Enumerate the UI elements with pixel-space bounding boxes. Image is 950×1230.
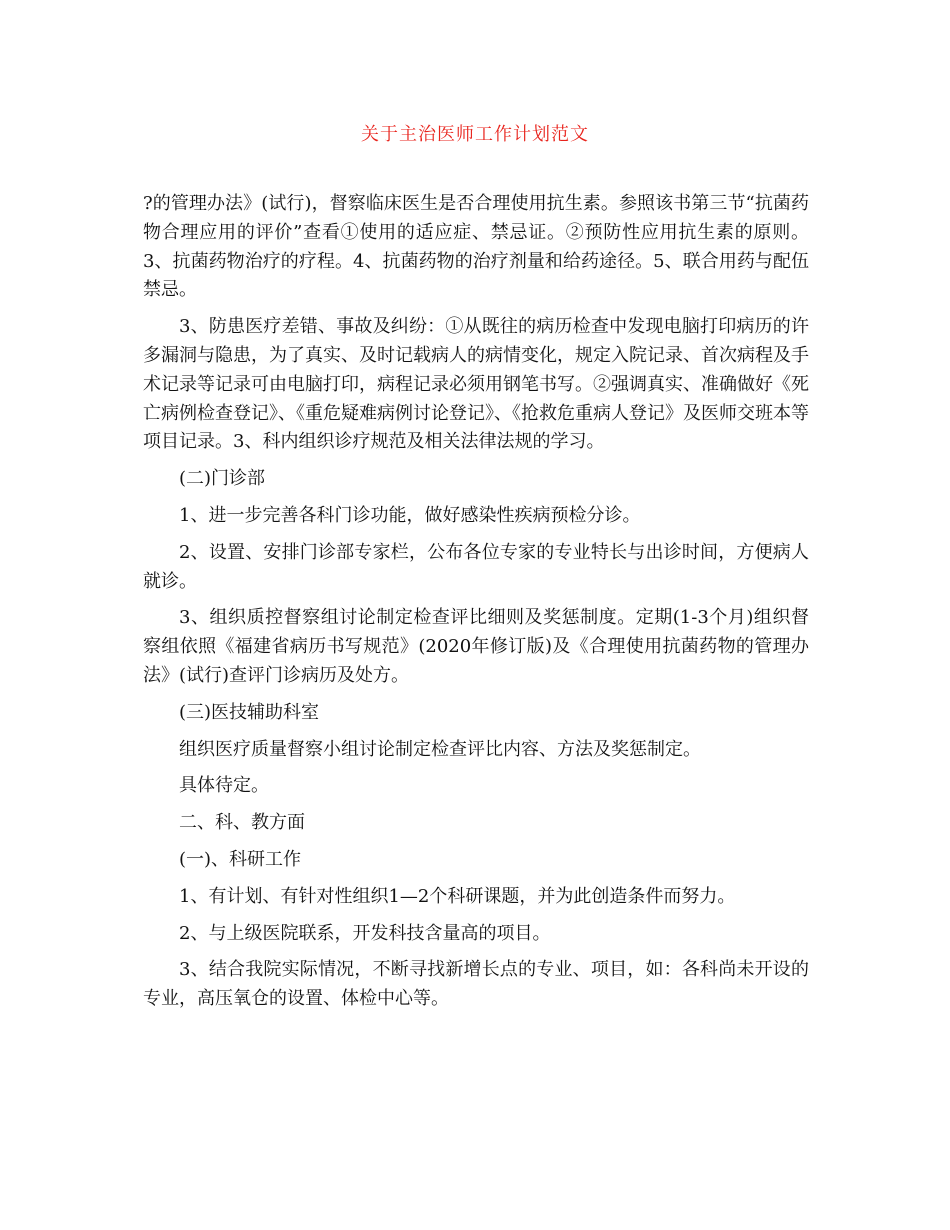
- document-body: [143, 190, 809, 1022]
- paragraph: 组织医疗质量督察小组讨论制定检查评比内容、方法及奖惩制定。: [179, 738, 701, 760]
- paragraph: 具体待定。: [179, 775, 269, 797]
- paragraph: 3、结合我院实际情况，不断寻找新增长点的专业、项目，如：各科尚未开设的专业，高压氧仓的设置、体检中心等。: [143, 959, 809, 1010]
- paragraph: 1、进一步完善各科门诊功能，做好感染性疾病预检分诊。: [179, 504, 641, 526]
- section-heading: (三)医技辅助科室: [179, 701, 320, 723]
- paragraph: 3、组织质控督察组讨论制定检查评比细则及奖惩制度。定期(1-3个月)组织督察组依照《福建省病历书写规范》(2020年修订版)及《合理使用抗菌药物的管理办法》(试行)查评门诊病历及处方。: [143, 607, 809, 686]
- paragraph: ?的管理办法》(试行)，督察临床医生是否合理使用抗生素。参照该书第三节“抗菌药物合理应用的评价”查看①使用的适应症、禁忌证。②预防性应用抗生素的原则。3、抗菌药物治疗的疗程。4、抗菌药物的治疗剂量和给药途径。5、联合用药与配伍禁忌。: [143, 193, 809, 301]
- paragraph: 1、有计划、有针对性组织1—2个科研课题，并为此创造条件而努力。: [179, 885, 736, 907]
- paragraph: 2、设置、安排门诊部专家栏，公布各位专家的专业特长与出诊时间，方便病人就诊。: [143, 541, 809, 592]
- paragraph: 2、与上级医院联系，开发科技含量高的项目。: [179, 922, 551, 944]
- section-heading: (一)、科研工作: [179, 848, 302, 870]
- paragraph: 3、防患医疗差错、事故及纠纷：①从既往的病历检查中发现电脑打印病历的许多漏洞与隐患，为了真实、及时记载病人的病情变化，规定入院记录、首次病程及手术记录等记录可由电脑打印，病程记录必须用钢笔书写。②强调真实、准确做好《死亡病例检查登记》、《重危疑难病例讨论登记》、《抢救危重病人登记》及医师交班本等项目记录。3、科内组织诊疗规范及相关法律法规的学习。: [143, 316, 809, 453]
- section-heading: 二、科、教方面: [179, 812, 305, 834]
- section-heading: (二)门诊部: [179, 468, 266, 490]
- document-title: 关于主治医师工作计划范文: [361, 124, 589, 145]
